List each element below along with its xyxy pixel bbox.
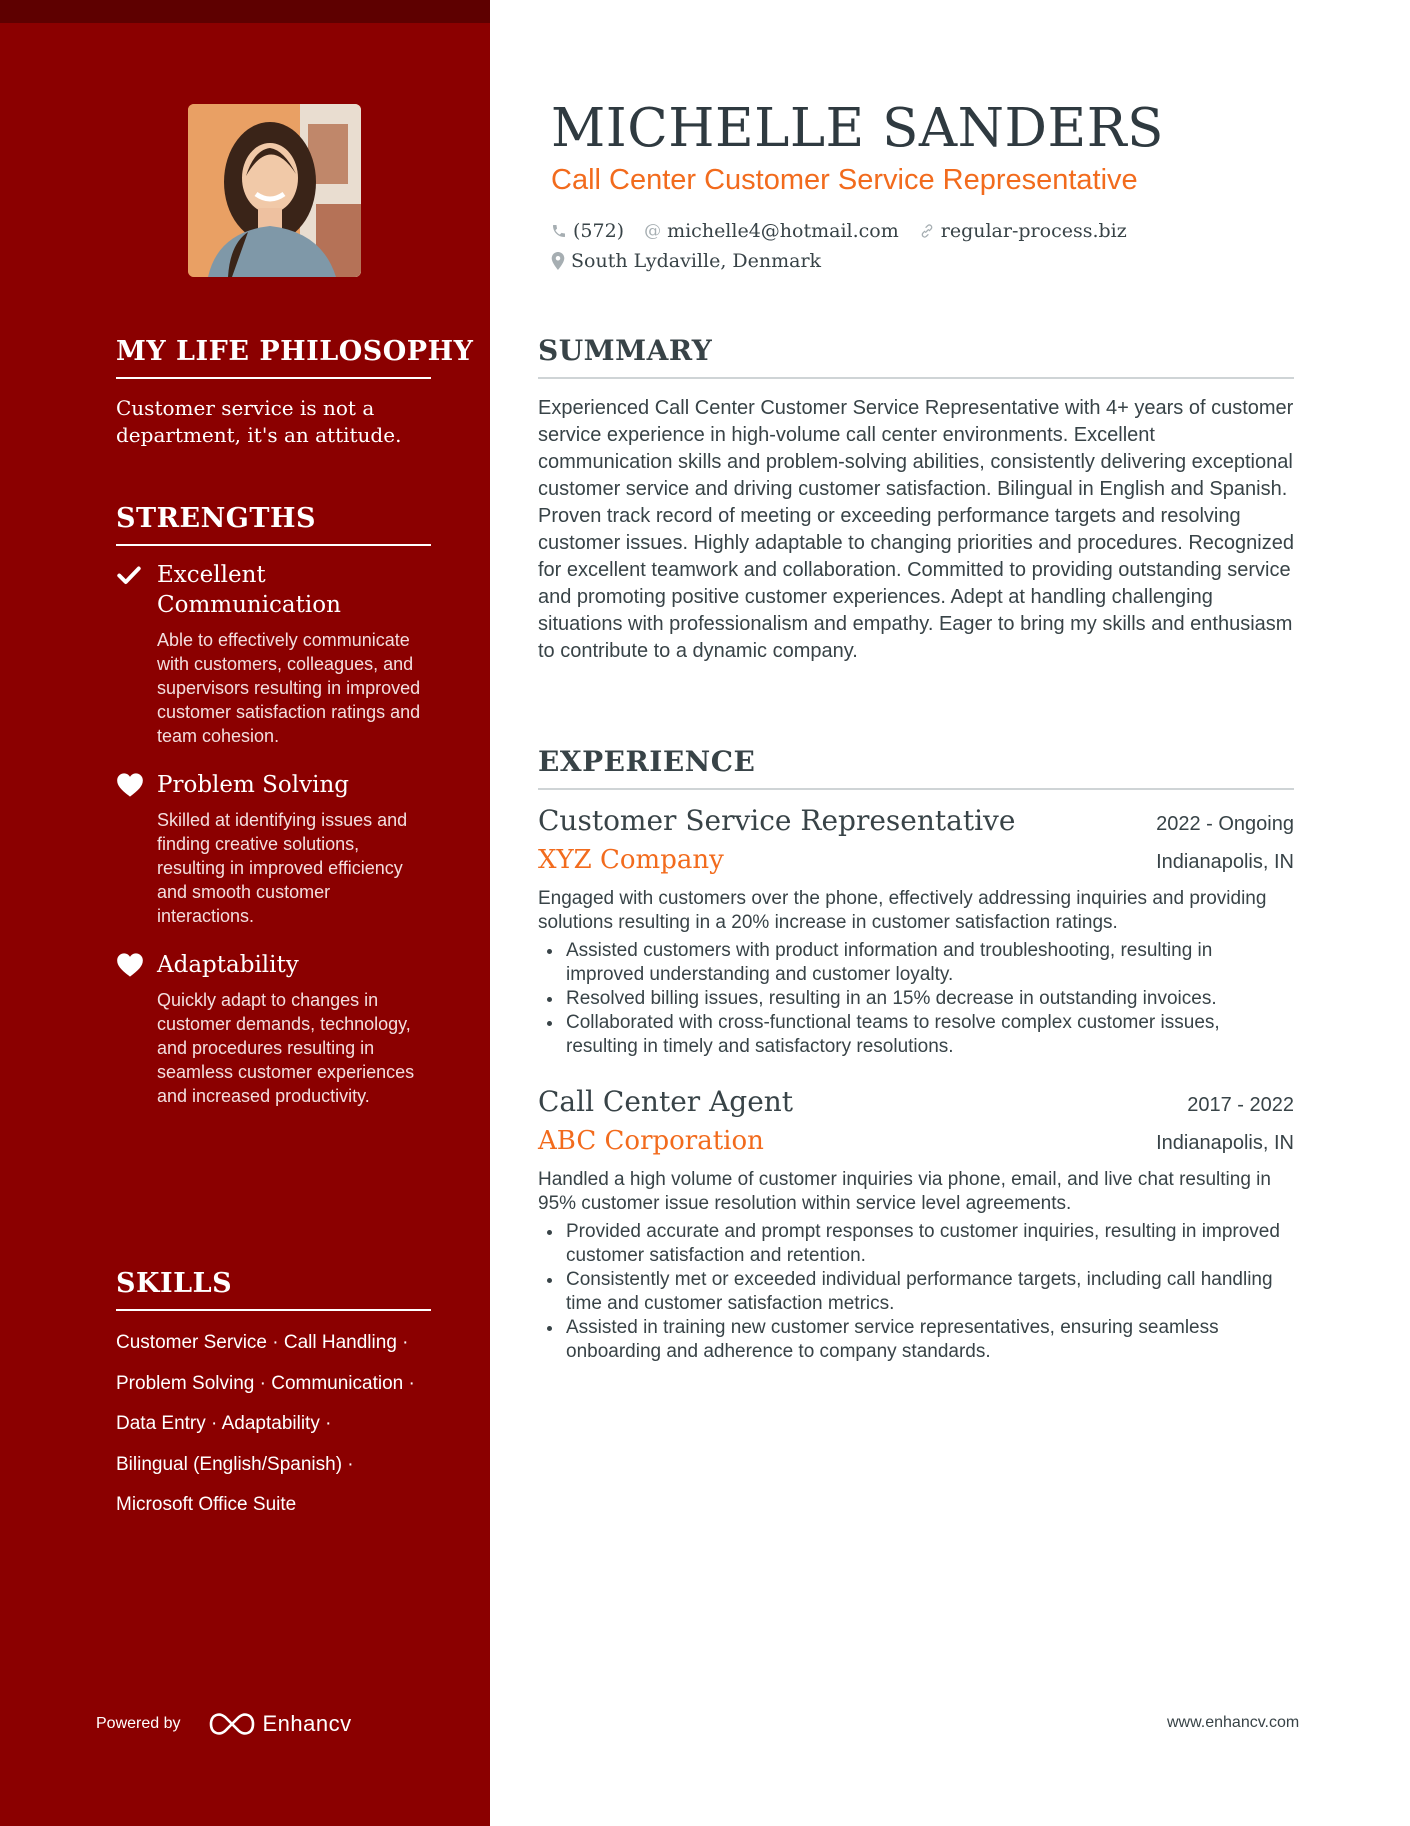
- profile-photo-image: [188, 104, 361, 277]
- phone-text: (572): [573, 220, 625, 242]
- phone-icon: [551, 223, 567, 239]
- skills-line: Microsoft Office Suite: [116, 1494, 297, 1515]
- enhancv-brand-text: Enhancv: [262, 1711, 352, 1736]
- job-header-row: [538, 804, 1294, 837]
- job-bullets: [538, 939, 1294, 1059]
- job-location: Indianapolis, IN: [1156, 1132, 1294, 1154]
- strength-title: Adaptability: [157, 952, 299, 978]
- check-icon: [116, 562, 144, 590]
- strength-title: Problem Solving: [157, 772, 349, 798]
- summary-section: [538, 334, 1294, 665]
- skills-heading: SKILLS: [116, 1268, 431, 1311]
- job-dates: 2022 - Ongoing: [1156, 813, 1294, 835]
- strength-item: [116, 950, 431, 1108]
- job-company: XYZ Company: [538, 845, 724, 875]
- skills-line: Problem Solving · Communication ·: [116, 1372, 415, 1394]
- job-role: Customer Service Representative: [538, 804, 1016, 837]
- enhancv-logo[interactable]: [209, 1711, 352, 1737]
- at-icon: @: [644, 221, 662, 241]
- job-bullet: Provided accurate and prompt responses to customer inquiries, resulting in improved customer satisfaction and retention.: [566, 1220, 1294, 1268]
- job-description: Engaged with customers over the phone, effectively addressing inquiries and providing solutions resulting in a 20% increase in customer satisfaction ratings.: [538, 888, 1267, 933]
- contact-phone[interactable]: [551, 220, 624, 242]
- contact-location: [551, 250, 821, 272]
- job-description: Handled a high volume of customer inquiries via phone, email, and live chat resulting in 95% customer issue resolution within service level agreements.: [538, 1169, 1271, 1214]
- summary-text: Experienced Call Center Customer Service Representative with 4+ years of customer service experience in high-volume call center environments. Excellent communication skills and problem-solving abilities, consistently delivering exceptional customer service and driving customer satisfaction. Bilingual in English and Spanish. Proven track record of meeting or exceeding performance targets and resolving customer issues. Highly adaptable to changing priorities and procedures. Recognized for excellent teamwork and collaboration. Committed to providing outstanding service and promoting positive customer experiences. Adept at handling challenging situations with professionalism and empathy. Eager to bring my skills and enthusiasm to contribute to a dynamic company.: [538, 397, 1294, 662]
- powered-by: [96, 1711, 352, 1737]
- skills-line: Customer Service · Call Handling ·: [116, 1332, 409, 1353]
- contact-row: [551, 216, 1147, 246]
- job-bullet: Collaborated with cross-functional teams to resolve complex customer issues, resulting in timely and satisfactory resolutions.: [566, 1011, 1294, 1059]
- experience-heading: EXPERIENCE: [538, 745, 1294, 790]
- job-bullets: [538, 1220, 1294, 1364]
- heart-icon: [116, 952, 144, 980]
- job-bullet: Assisted customers with product information and troubleshooting, resulting in improved understanding and customer loyalty.: [566, 939, 1294, 987]
- sidebar-top-bar: [0, 0, 490, 23]
- skills-section: [116, 1268, 431, 1526]
- skills-line: Bilingual (English/Spanish) ·: [116, 1453, 354, 1475]
- contact-website[interactable]: [919, 220, 1127, 242]
- powered-by-label: Powered by: [96, 1715, 181, 1732]
- location-text: South Lydaville, Denmark: [571, 250, 822, 272]
- philosophy-text: Customer service is not a department, it's an attitude.: [116, 396, 402, 447]
- strength-description: Quickly adapt to changes in customer demands, technology, and procedures resulting in seamless customer experiences and increased productivity.: [157, 990, 415, 1106]
- strengths-section: [116, 503, 431, 1108]
- heart-icon: [116, 772, 144, 800]
- strength-title: Excellent Communication: [157, 562, 341, 618]
- job-company-row: [538, 1126, 1294, 1156]
- skills-line: Data Entry · Adaptability ·: [116, 1413, 332, 1434]
- job-company-row: [538, 845, 1294, 875]
- footer-website[interactable]: www.enhancv.com: [1167, 1714, 1300, 1731]
- sidebar: [0, 0, 490, 1826]
- job-bullet: Resolved billing issues, resulting in an 15% decrease in outstanding invoices.: [566, 987, 1294, 1011]
- website-text: regular-process.biz: [940, 220, 1127, 242]
- strength-item: [116, 560, 431, 748]
- contact-row: [551, 246, 1147, 276]
- experience-entry: [538, 804, 1294, 1059]
- job-role: Call Center Agent: [538, 1085, 794, 1118]
- job-dates: 2017 - 2022: [1187, 1094, 1294, 1116]
- email-text: michelle4@hotmail.com: [667, 220, 899, 242]
- job-company: ABC Corporation: [538, 1126, 764, 1156]
- link-icon: [919, 223, 935, 239]
- strength-description: Able to effectively communicate with customers, colleagues, and supervisors resulting in improved customer satisfaction ratings and team cohesion.: [157, 630, 421, 746]
- job-location: Indianapolis, IN: [1156, 851, 1294, 873]
- contact-info: [551, 216, 1147, 276]
- skills-list: [116, 1323, 431, 1526]
- strengths-heading: STRENGTHS: [116, 503, 431, 546]
- experience-entry: [538, 1085, 1294, 1364]
- location-pin-icon: [551, 252, 565, 270]
- job-header-row: [538, 1085, 1294, 1118]
- contact-email[interactable]: [644, 220, 899, 242]
- strength-item: [116, 770, 431, 928]
- enhancv-logo-icon: [209, 1713, 255, 1735]
- philosophy-heading: MY LIFE PHILOSOPHY: [116, 336, 431, 379]
- job-bullet: Assisted in training new customer service representatives, ensuring seamless onboarding and adherence to company standards.: [566, 1316, 1294, 1364]
- summary-heading: SUMMARY: [538, 334, 1294, 379]
- candidate-name: MICHELLE SANDERS: [551, 98, 1164, 159]
- profile-photo: [188, 104, 361, 277]
- strength-description: Skilled at identifying issues and finding creative solutions, resulting in improved efficiency and smooth customer interactions.: [157, 810, 408, 926]
- job-bullet: Consistently met or exceeded individual performance targets, including call handling time and customer satisfaction metrics.: [566, 1268, 1294, 1316]
- philosophy-section: [116, 336, 474, 449]
- experience-section: [538, 745, 1294, 1364]
- candidate-title: Call Center Customer Service Representative: [551, 164, 1138, 196]
